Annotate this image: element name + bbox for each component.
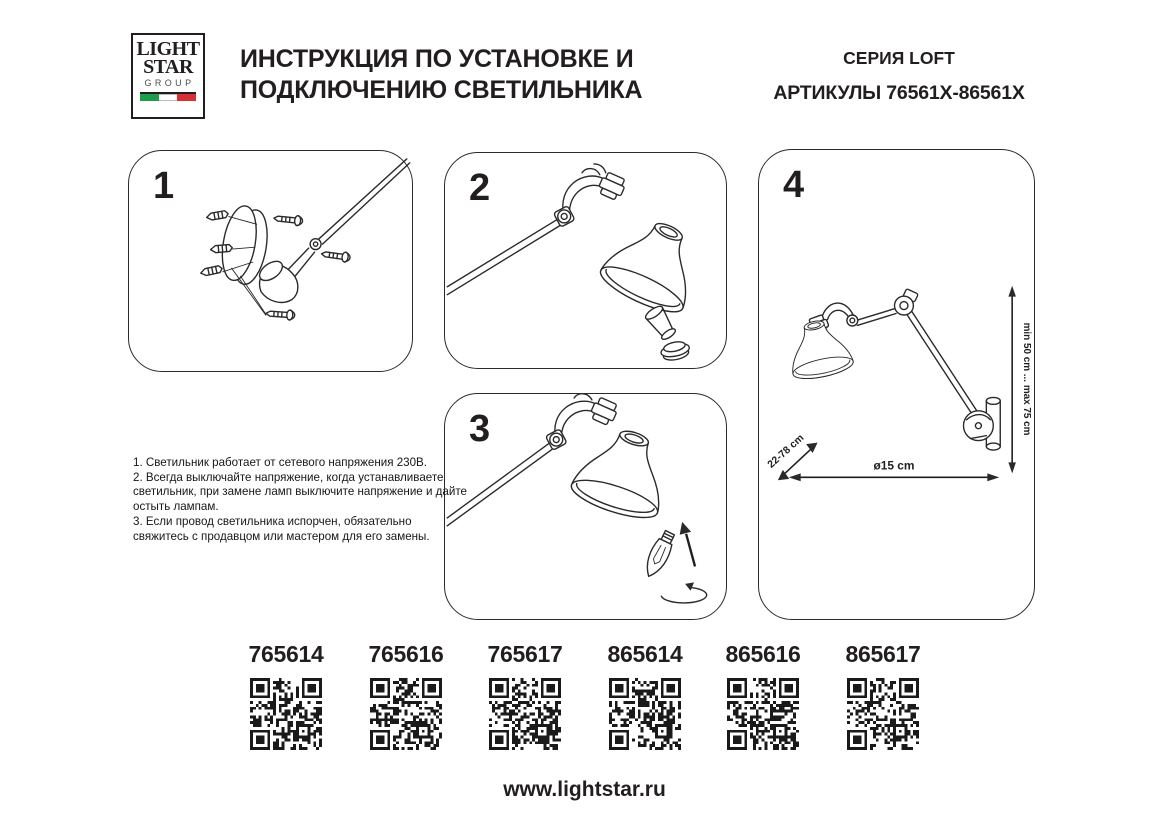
article-number: 865614 <box>607 641 683 667</box>
step-number: 3 <box>469 408 491 450</box>
articles-range-label: АРТИКУЛЫ 76561X-86561X <box>773 82 1025 104</box>
article-number: 765616 <box>368 641 444 667</box>
website-url: www.lightstar.ru <box>503 778 666 801</box>
qr-code <box>847 678 919 750</box>
step-number: 2 <box>469 167 491 209</box>
flag-white-stripe <box>159 94 178 101</box>
qr-code <box>250 678 322 750</box>
article-number: 865616 <box>725 641 801 667</box>
safety-note-2: 2. Всегда выключайте напряжение, когда устанавливаете светильник, при замене ламп выключите напряжение и дайте остыть лампам. <box>133 470 467 514</box>
logo-text-star: STAR <box>143 56 193 78</box>
step-panel-3 <box>444 393 727 620</box>
step-4-drawing <box>759 150 1034 619</box>
flag-green-stripe <box>140 94 159 101</box>
page-title <box>240 44 642 106</box>
plate-diameter-label: ø15 cm <box>873 458 915 473</box>
product-column <box>703 642 823 750</box>
product-column <box>226 642 346 750</box>
page-title-line1: ИНСТРУКЦИЯ ПО УСТАНОВКЕ И <box>240 45 634 73</box>
step-panel-2 <box>444 152 727 369</box>
safety-notes <box>133 456 469 544</box>
series-block <box>758 48 1040 105</box>
safety-note-3: 3. Если провод светильника испорчен, обязательно свяжитесь с продавцом или мастером для его замены. <box>133 514 430 543</box>
product-column <box>823 642 943 750</box>
qr-code <box>609 678 681 750</box>
step-panel-1 <box>128 150 413 372</box>
logo-text-light: LIGHT <box>136 38 200 60</box>
product-column <box>465 642 585 750</box>
article-number: 865617 <box>845 641 921 667</box>
product-column <box>346 642 466 750</box>
lightstar-logo <box>131 33 205 119</box>
step-number: 4 <box>783 164 805 206</box>
qr-code <box>727 678 799 750</box>
logo-text-group: GROUP <box>144 78 195 88</box>
italian-flag-icon <box>140 92 196 101</box>
height-range-label: min 50 cm ... max 75 cm <box>1021 322 1033 436</box>
page-title-line2: ПОДКЛЮЧЕНИЮ СВЕТИЛЬНИКА <box>240 76 643 104</box>
safety-note-1: 1. Светильник работает от сетевого напряжения 230В. <box>133 456 428 469</box>
flag-red-stripe <box>177 94 196 101</box>
article-number: 765617 <box>487 641 563 667</box>
product-column <box>585 642 705 750</box>
series-label: СЕРИЯ LOFT <box>843 48 955 68</box>
step-panel-4 <box>758 149 1035 620</box>
arm-range-label: 22-78 cm <box>765 432 807 471</box>
qr-code <box>489 678 561 750</box>
qr-code <box>370 678 442 750</box>
step-number: 1 <box>153 165 175 207</box>
article-number: 765614 <box>248 641 324 667</box>
